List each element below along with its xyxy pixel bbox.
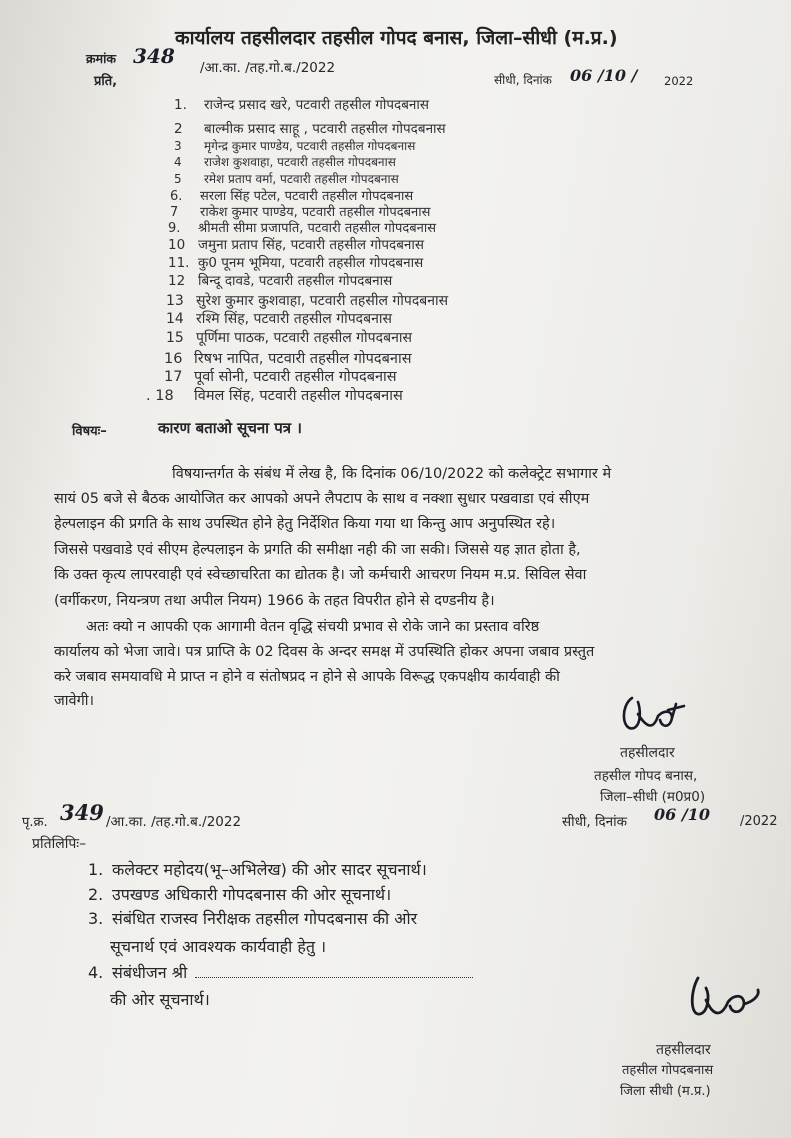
kramank-rest: /आ.का. /तह.गो.ब./2022 [200,60,336,76]
body-line: कार्यालय को भेजा जावे। पत्र प्राप्ति के 02 दिवस के अन्दर समक्ष में उपस्थिति होकर अपना जबाव प्रस्तुत [54,644,595,660]
body-line: कि उक्त कृत्य लापरवाही एवं स्वेच्छाचरिता का द्योतक है। जो कर्मचारी आचरण नियम म.प्र. सिविल सेवा [54,567,587,583]
recipient-number: 4 [174,155,182,169]
body-line: (वर्गीकरण, नियन्त्रण तथा अपील नियम) 1966 के तहत विपरीत होने से दण्डनीय है। [54,593,495,609]
recipient-number: 16 [164,351,183,367]
cc-number: 3. [88,909,104,928]
recipient-text: बिन्दू दावडे, पटवारी तहसील गोपदबनास [198,273,393,289]
endorsement-date-value: 06 /10 [654,805,710,824]
subject-label: विषयः– [72,424,107,439]
recipient-text: श्रीमती सीमा प्रजापति, पटवारी तहसील गोपदबनास [198,221,437,236]
endorsement-pk-label: पृ.क्र. [22,815,48,830]
recipient-item [168,218,436,236]
prati-label: प्रति, [94,74,118,89]
recipient-text: बाल्मीक प्रसाद साहू , पटवारी तहसील गोपदबनास [204,121,446,137]
cc-text: उपखण्ड अधिकारी गोपदबनास की ओर सूचनार्थ। [112,885,392,904]
kramank-label: क्रमांक [86,51,116,66]
recipient-text: राजेश कुशवाहा, पटवारी तहसील गोपदबनास [204,155,396,169]
recipient-text: रमेश प्रताप वर्मा, पटवारी तहसील गोपदबनास [204,172,399,186]
header-date-year: 2022 [664,74,694,88]
recipient-number: 2 [174,121,183,137]
blank-name-line [195,965,473,978]
recipient-number: . 18 [146,388,174,404]
cc-number: 2. [88,885,104,904]
recipient-text: सरला सिंह पटेल, पटवारी तहसील गोपदबनास [200,189,414,204]
recipient-item [146,385,403,405]
signature2-office: तहसील गोपदबनास [622,1063,714,1078]
recipient-number: 12 [168,273,186,289]
office-title: कार्यालय तहसीलदार तहसील गोपद बनास, जिला–सीधी (म.प्र.) [175,27,618,49]
recipient-text: रश्मि सिंह, पटवारी तहसील गोपदबनास [196,311,392,327]
recipient-number: 17 [164,369,183,385]
recipient-text: कु0 पूनम भूमिया, पटवारी तहसील गोपदबनास [198,255,424,271]
body-line: अतः क्यो न आपकी एक आगामी वेतन वृद्धि संचयी प्रभाव से रोके जाने का प्रस्ताव वरिष्ठ [86,619,540,635]
subject-text: कारण बताओ सूचना पत्र । [158,419,302,437]
cc-item [88,883,391,905]
endorsement-pk-rest: /आ.का. /तह.गो.ब./2022 [106,814,242,830]
cc-item [110,988,210,1010]
recipient-number: 11. [168,255,190,271]
recipient-text: राजेन्द प्रसाद खरे, पटवारी तहसील गोपदबनास [204,97,430,113]
recipient-number: 3 [174,139,182,153]
endorsement-date-year: /2022 [740,814,778,829]
signature2-district: जिला सीधी (म.प्र.) [620,1084,711,1099]
recipient-text: विमल सिंह, पटवारी तहसील गोपदबनास [194,388,403,404]
recipient-item [174,137,415,154]
cc-item [88,907,417,929]
cc-item [88,961,473,983]
cc-number: 1. [88,860,104,879]
cc-text: संबंधित राजस्व निरीक्षक तहसील गोपदबनास की ओर [112,909,418,928]
signature-mark [618,688,698,738]
body-line: जावेगी। [54,693,94,709]
kramank-number: 348 [133,44,175,68]
signature2-designation: तहसीलदार [656,1042,711,1058]
body-line: विषयान्तर्गत के संबंध में लेख है, कि दिनांक 06/10/2022 को कलेक्ट्रेट सभागार मे [172,466,612,482]
recipient-item [168,271,392,289]
recipient-number: 6. [170,189,183,204]
recipient-item [174,170,399,187]
recipient-item [174,95,429,113]
recipient-text: रिषभ नापित, पटवारी तहसील गोपदबनास [194,351,412,367]
endorsement-date-label: सीधी, दिनांक [562,814,628,830]
recipient-text: राकेश कुमार पाण्डेय, पटवारी तहसील गोपदबनास [200,205,431,220]
recipient-text: पूर्णिमा पाठक, पटवारी तहसील गोपदबनास [196,330,412,346]
recipient-number: 9. [168,221,181,236]
recipient-text: सुरेश कुमार कुशवाहा, पटवारी तहसील गोपदबनास [196,293,449,309]
recipient-item [174,153,396,170]
body-line: हेल्पलाइन की प्रगति के साथ उपस्थित होने हेतु निर्देशित किया गया था किन्तु आप अनुपस्थित रहे। [54,516,556,532]
header-date-label: सीधी, दिनांक [494,73,552,87]
cc-text: की ओर सूचनार्थ। [110,990,210,1009]
signature-designation: तहसीलदार [620,745,675,761]
recipient-item [166,328,412,347]
copy-label: प्रतिलिपिः– [32,836,87,852]
recipient-number: 10 [168,237,186,253]
recipient-number: 13 [166,293,184,309]
cc-item [88,858,427,880]
recipient-item [164,348,412,368]
header-date-value: 06 /10 / [570,66,638,85]
recipient-item [168,253,423,271]
body-line: करे जबाव समयावधि मे प्राप्त न होने व संतोषप्रद न होने से आपके विरूद्ध एकपक्षीय कार्यवाही की [54,669,560,685]
cc-text: कलेक्टर महोदय(भू–अभिलेख) की ओर सादर सूचनार्थ। [112,860,427,879]
endorsement-pk-number: 349 [60,800,104,825]
cc-item [110,935,326,957]
recipient-number: 14 [166,311,184,327]
cc-text: सूचनार्थ एवं आवश्यक कार्यवाही हेतु । [110,937,327,956]
recipient-item [164,366,397,386]
signature-district: जिला–सीधी (म0प्र0) [600,789,706,805]
recipient-number: 7 [170,205,179,220]
recipient-item [168,235,424,253]
recipient-text: जमुना प्रताप सिंह, पटवारी तहसील गोपदबनास [198,237,425,253]
body-line: जिससे पखवाडे एवं सीएम हेल्पलाइन के प्रगति की समीक्षा नही की जा सकी। जिससे यह ज्ञात होता है, [54,542,581,558]
recipient-item [166,309,392,328]
signature-office: तहसील गोपद बनास, [594,768,698,784]
recipient-item [166,291,448,310]
recipient-number: 5 [174,172,182,186]
signature-mark-2 [686,972,772,1026]
recipient-item [174,119,446,137]
recipient-text: मृगेन्द्र कुमार पाण्डेय, पटवारी तहसील गोपदबनास [204,139,416,153]
recipient-number: 15 [166,330,184,346]
body-line: सायं 05 बजे से बैठक आयोजित कर आपको अपने लैपटाप के साथ व नक्शा सुधार पखवाडा एवं सीएम [54,491,590,507]
recipient-number: 1. [174,97,187,113]
cc-text: संबंधीजन श्री [112,963,188,982]
recipient-text: पूर्वा सोनी, पटवारी तहसील गोपदबनास [194,369,397,385]
cc-number: 4. [88,963,104,982]
